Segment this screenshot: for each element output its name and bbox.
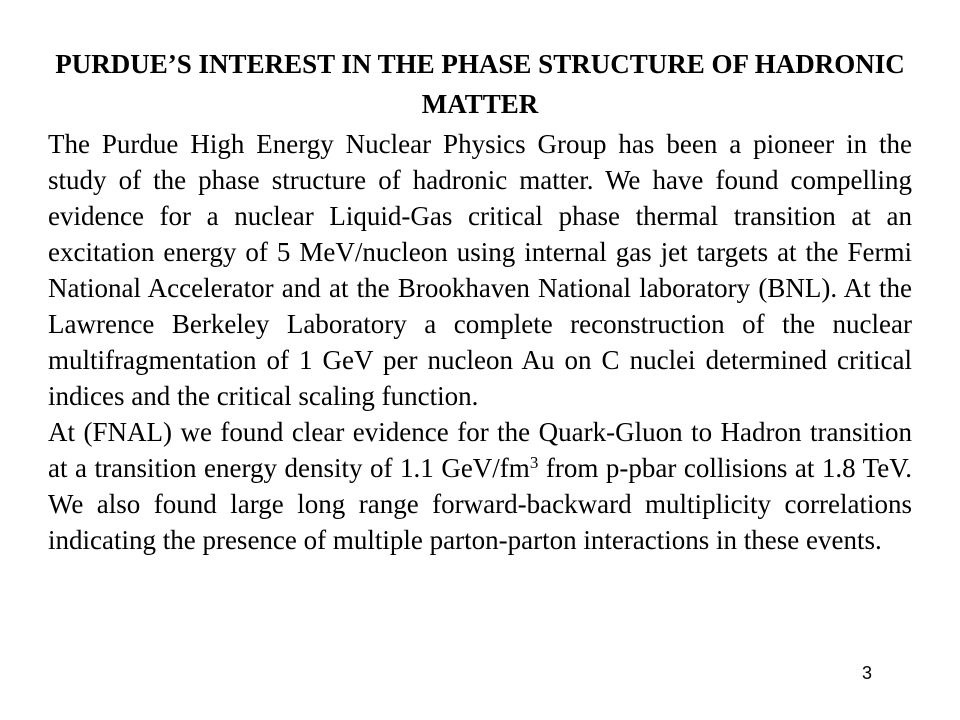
cubic-superscript: 3 [529, 453, 539, 472]
slide-body [48, 126, 912, 558]
paragraph-quark-gluon [48, 414, 912, 558]
slide-title: PURDUE’S INTEREST IN THE PHASE STRUCTURE OF HADRONIC MATTER [55, 49, 905, 119]
page-number: 3 [862, 663, 873, 683]
paragraph-quark-gluon-text-start: At (FNAL) we found clear evidence for the Quark-Gluon to Hadron transition at a transition energy density of 1.1 GeV/fm [48, 417, 912, 483]
paragraph-liquid-gas: The Purdue High Energy Nuclear Physics Group has been a pioneer in the study of the phase structure of hadronic matter. We have found compelling evidence for a nuclear Liquid-Gas critical phase thermal transition at an excitation energy of 5 MeV/nucleon using internal gas jet targets at the Fermi National Accelerator and at the Brookhaven National laboratory (BNL). At the Lawrence Berkeley Laboratory a complete reconstruction of the nuclear multifragmentation of 1 GeV per nucleon Au on C nuclei determined critical indices and the critical scaling function. [48, 129, 912, 411]
paragraph-quark-gluon-text-end: from p-pbar collisions at 1.8 TeV. We also found large long range forward-backward multiplicity correlations indicating the presence of multiple parton-parton interactions in these events. [48, 453, 913, 555]
